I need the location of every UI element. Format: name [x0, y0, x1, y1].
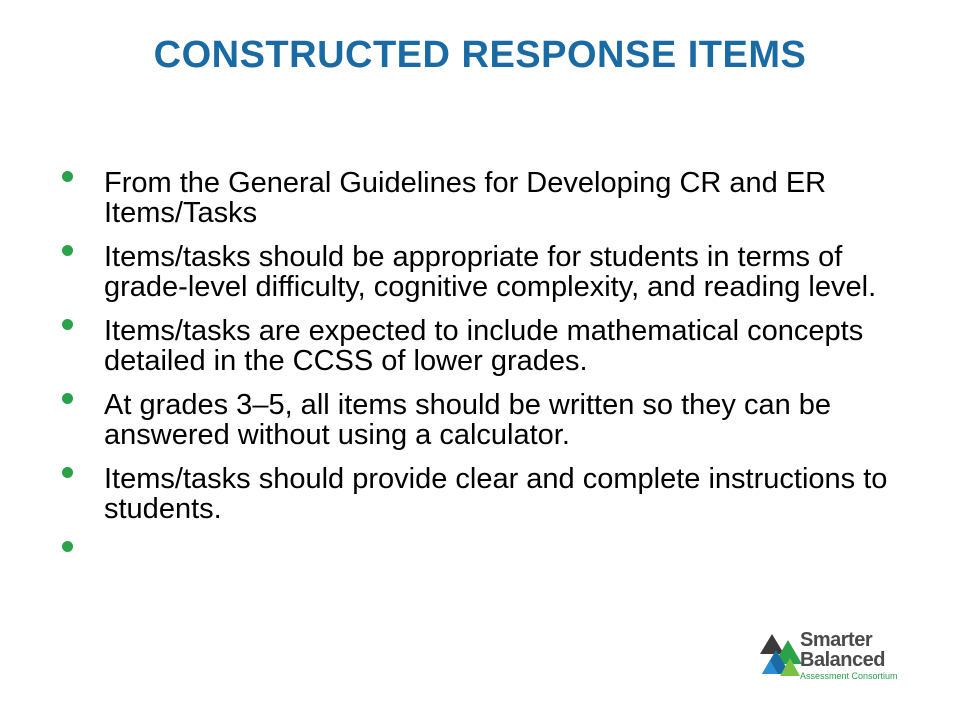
logo-text-balanced: Balanced	[800, 649, 885, 671]
bullet-text: At grades 3–5, all items should be written so they can be answered without using a calculator.	[104, 389, 832, 451]
bullet-item	[60, 168, 920, 228]
bullet-text: Items/tasks should be appropriate for students in terms of grade-level difficulty, cognitive complexity, and reading level.	[104, 241, 877, 303]
bullet-dot-icon	[62, 541, 73, 552]
bullet-item	[60, 390, 920, 450]
bullet-item	[60, 464, 920, 524]
slide-title: CONSTRUCTED RESPONSE ITEMS	[153, 34, 807, 76]
logo-text-consortium: Assessment Consortium	[800, 671, 898, 681]
bullet-item-empty	[60, 538, 920, 568]
bullet-list	[60, 168, 920, 582]
bullet-text: Items/tasks are expected to include mathematical concepts detailed in the CCSS of lower grades.	[104, 315, 864, 377]
smarter-balanced-logo	[760, 626, 920, 690]
bullet-item	[60, 316, 920, 376]
bullet-item	[60, 242, 920, 302]
bullet-dot-icon	[62, 393, 73, 404]
bullet-dot-icon	[62, 467, 73, 478]
logo-text-smarter: Smarter	[800, 629, 873, 651]
bullet-text: Items/tasks should provide clear and complete instructions to students.	[104, 463, 888, 525]
bullet-dot-icon	[62, 245, 73, 256]
smarter-balanced-triangles-icon	[760, 630, 804, 680]
bullet-text: From the General Guidelines for Developing CR and ER Items/Tasks	[104, 167, 827, 229]
bullet-dot-icon	[62, 319, 73, 330]
bullet-dot-icon	[62, 171, 73, 182]
